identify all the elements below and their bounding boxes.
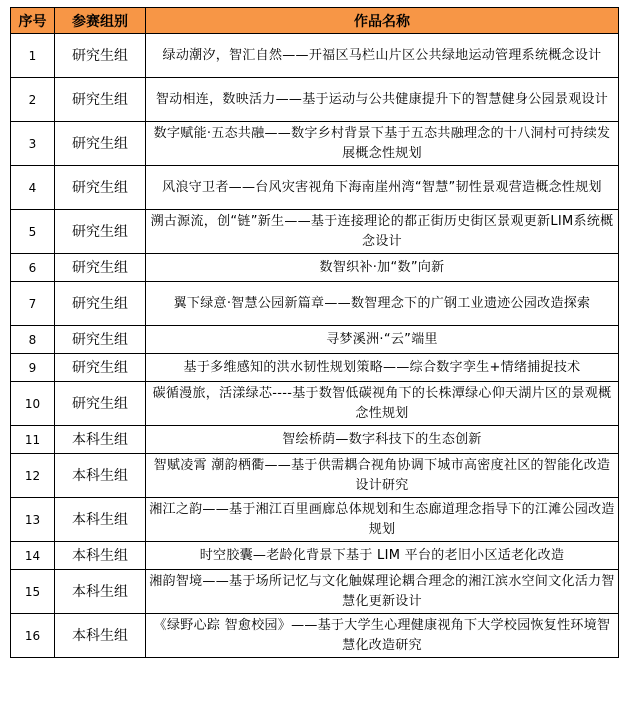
cell-title: 基于多维感知的洪水韧性规划策略——综合数字孪生+情绪捕捉技术 — [146, 354, 619, 382]
cell-no: 8 — [11, 326, 55, 354]
cell-group: 研究生组 — [55, 210, 146, 254]
table-row — [11, 426, 619, 454]
cell-group: 本科生组 — [55, 498, 146, 542]
table-row — [11, 542, 619, 570]
table-row — [11, 614, 619, 658]
cell-title: 智赋凌霄 潮韵栖衢——基于供需耦合视角协调下城市高密度社区的智能化改造设计研究 — [146, 454, 619, 498]
cell-group: 研究生组 — [55, 282, 146, 326]
table-row — [11, 78, 619, 122]
cell-title: 翼下绿意·智慧公园新篇章——数智理念下的广钢工业遗迹公园改造探索 — [146, 282, 619, 326]
cell-group: 研究生组 — [55, 382, 146, 426]
cell-title: 溯古源流，创“链”新生——基于连接理论的都正街历史街区景观更新LIM系统概念设计 — [146, 210, 619, 254]
cell-no: 9 — [11, 354, 55, 382]
cell-no: 10 — [11, 382, 55, 426]
cell-no: 7 — [11, 282, 55, 326]
table-row — [11, 454, 619, 498]
cell-title: 时空胶囊—老龄化背景下基于 LIM 平台的老旧小区适老化改造 — [146, 542, 619, 570]
table-row — [11, 282, 619, 326]
cell-no: 13 — [11, 498, 55, 542]
cell-title: 绿动潮汐，智汇自然——开福区马栏山片区公共绿地运动管理系统概念设计 — [146, 34, 619, 78]
cell-no: 5 — [11, 210, 55, 254]
cell-no: 1 — [11, 34, 55, 78]
cell-title: 湘江之韵——基于湘江百里画廊总体规划和生态廊道理念指导下的江滩公园改造规划 — [146, 498, 619, 542]
cell-group: 研究生组 — [55, 78, 146, 122]
cell-no: 4 — [11, 166, 55, 210]
cell-title: 风浪守卫者——台风灾害视角下海南崖州湾“智慧”韧性景观营造概念性规划 — [146, 166, 619, 210]
cell-no: 15 — [11, 570, 55, 614]
cell-group: 本科生组 — [55, 570, 146, 614]
cell-group: 研究生组 — [55, 254, 146, 282]
header-no: 序号 — [11, 8, 55, 34]
table-header-row — [11, 8, 619, 34]
cell-group: 研究生组 — [55, 166, 146, 210]
header-group: 参赛组别 — [55, 8, 146, 34]
table-row — [11, 34, 619, 78]
award-table — [10, 7, 619, 658]
cell-title: 湘韵智境——基于场所记忆与文化触媒理论耦合理念的湘江滨水空间文化活力智慧化更新设计 — [146, 570, 619, 614]
cell-group: 研究生组 — [55, 354, 146, 382]
cell-group: 研究生组 — [55, 326, 146, 354]
cell-title: 寻梦溪洲·“云”端里 — [146, 326, 619, 354]
cell-group: 本科生组 — [55, 454, 146, 498]
cell-group: 研究生组 — [55, 122, 146, 166]
cell-title: 《绿野心踪 智愈校园》——基于大学生心理健康视角下大学校园恢复性环境智慧化改造研究 — [146, 614, 619, 658]
table-row — [11, 382, 619, 426]
cell-no: 11 — [11, 426, 55, 454]
cell-no: 12 — [11, 454, 55, 498]
table-row — [11, 254, 619, 282]
cell-no: 16 — [11, 614, 55, 658]
cell-title: 碳循漫旅，活漾绿芯----基于数智低碳视角下的长株潭绿心仰天湖片区的景观概念性规划 — [146, 382, 619, 426]
table-body — [11, 34, 619, 658]
table-row — [11, 354, 619, 382]
cell-title: 数智织补·加“数”向新 — [146, 254, 619, 282]
cell-title: 智绘桥荫—数字科技下的生态创新 — [146, 426, 619, 454]
header-title: 作品名称 — [146, 8, 619, 34]
cell-group: 本科生组 — [55, 614, 146, 658]
cell-no: 6 — [11, 254, 55, 282]
table-row — [11, 166, 619, 210]
cell-no: 3 — [11, 122, 55, 166]
cell-no: 14 — [11, 542, 55, 570]
table-row — [11, 498, 619, 542]
table-row — [11, 210, 619, 254]
cell-group: 本科生组 — [55, 542, 146, 570]
cell-title: 智动相连，数映活力——基于运动与公共健康提升下的智慧健身公园景观设计 — [146, 78, 619, 122]
cell-title: 数字赋能·五态共融——数字乡村背景下基于五态共融理念的十八洞村可持续发展概念性规划 — [146, 122, 619, 166]
table-row — [11, 122, 619, 166]
cell-group: 本科生组 — [55, 426, 146, 454]
cell-group: 研究生组 — [55, 34, 146, 78]
cell-no: 2 — [11, 78, 55, 122]
table-row — [11, 570, 619, 614]
document-page — [10, 7, 618, 658]
table-row — [11, 326, 619, 354]
